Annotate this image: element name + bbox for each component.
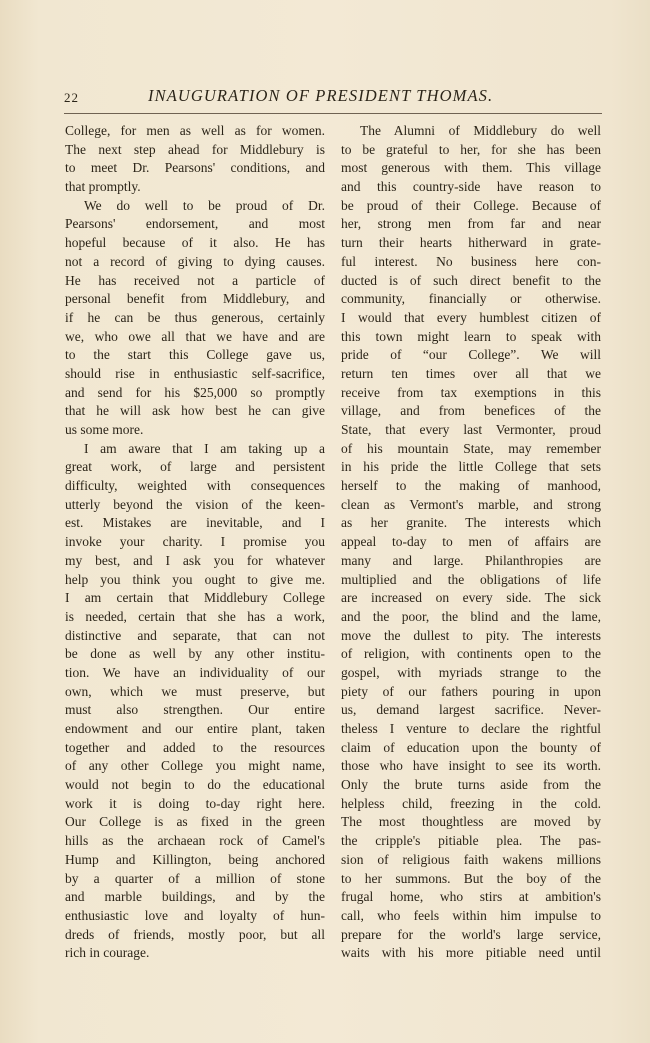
right-column-text-line: Only the brute turns aside from the (341, 777, 601, 793)
running-title: INAUGURATION OF PRESIDENT THOMAS. (148, 86, 494, 105)
left-column-text-line: help you think you ought to give me. (65, 571, 325, 587)
left-column-text-line: difficulty, weighted with consequences (65, 478, 325, 494)
left-column-text-line: I am certain that Middlebury College (65, 590, 325, 606)
left-column-text-line: I am aware that I am taking up a (84, 440, 325, 456)
right-column-text-line: multiplied and the obligations of life (341, 571, 601, 587)
left-column-text-line: endowment and our entire plant, taken (65, 721, 325, 736)
left-column-text-line: He has received not a particle of (65, 272, 325, 288)
left-column-text-line: my best, and I ask you for whatever (65, 552, 325, 568)
right-column-text-line: frugal home, who stirs at ambition's (341, 889, 601, 905)
right-column-text-line: of religion, with continents open to the (341, 646, 601, 662)
right-column-text-line: community, financially or otherwise. (341, 291, 601, 307)
right-column-text-line: appeal to-day to men of affairs are (341, 534, 601, 550)
left-column-text-line: distinctive and separate, that can not (65, 627, 325, 643)
right-column-text-line: receive from tax exemptions in this (341, 384, 601, 400)
right-column-text-line: most generous with them. This village (341, 160, 601, 176)
right-column-text-line: theless I venture to declare the rightful (341, 721, 601, 736)
left-column-text-line: work it is doing to-day right here. (65, 795, 325, 811)
right-column-text-line: The Alumni of Middlebury do well (360, 123, 601, 138)
left-text-column (65, 122, 325, 963)
right-column-text-line: to be grateful to her, for she has been (341, 141, 601, 157)
right-column-text-line: move the dullest to pity. The interests (341, 627, 601, 643)
right-column-text-line: herself to the making of manhood, (341, 478, 601, 494)
left-column-text-line: be done as well by any other institu- (65, 646, 325, 662)
left-column-text-line: own, which we must preserve, but (65, 683, 325, 699)
left-column-text-line: hills as the archaean rock of Camel's (65, 833, 325, 849)
right-column-text-line: of his mountain State, may remember (341, 440, 601, 456)
left-column-text-line: would not begin to do the educational (65, 777, 325, 793)
left-column-text-line: great work, of large and persistent (65, 459, 325, 475)
left-column-text-line: not a record of giving to dying causes. (65, 253, 325, 269)
right-column-text-line: sion of religious faith wakens millions (341, 851, 601, 867)
left-column-text-line: that he will ask how best he can give (65, 403, 325, 419)
right-column-text-line: many and large. Philanthropies are (341, 552, 601, 568)
left-column-text-line: us some more. (65, 422, 144, 437)
left-column-text-line: invoke your charity. I promise you (65, 534, 325, 550)
right-column-text-line: State, that every last Vermonter, proud (341, 422, 601, 437)
left-column-text-line: by a quarter of a million of stone (65, 870, 325, 886)
right-column-text-line: piety of our fathers pouring in upon (341, 683, 601, 699)
left-column-text-line: rich in courage. (65, 945, 150, 961)
left-column-text-line: and send for his $25,000 so promptly (65, 384, 325, 400)
left-column-text-line: is needed, certain that she has a work, (65, 608, 325, 624)
right-column-text-line: gospel, with myriads strange to the (341, 664, 601, 680)
right-column-text-line: call, who feels within him impulse to (341, 907, 601, 923)
left-column-text-line: utterly beyond the vision of the keen- (65, 496, 325, 512)
left-column-text-line: enthusiastic love and loyalty of hun- (65, 907, 325, 923)
left-column-text-line: hopeful because of it also. He has (65, 235, 325, 251)
left-column-text-line: We do well to be proud of Dr. (84, 197, 325, 213)
left-column-text-line: to meet Dr. Pearsons' conditions, and (65, 160, 325, 176)
right-column-text-line: the cripple's pitiable plea. The pas- (341, 833, 601, 849)
left-column-text-line: we, who owe all that we have and are (65, 328, 325, 344)
right-column-text-line: and the poor, the blind and the lame, (341, 608, 601, 624)
left-column-text-line: Our College is as fixed in the green (65, 814, 325, 830)
left-column-text-line: The next step ahead for Middlebury is (65, 141, 325, 157)
right-column-text-line: her, strong men from far and near (341, 216, 601, 232)
header-rule (64, 113, 602, 114)
right-column-text-line: helpless child, freezing in the cold. (341, 795, 601, 811)
left-column-text-line: dreds of friends, mostly poor, but all (65, 926, 325, 942)
right-column-text-line: to her summons. But the boy of the (341, 870, 601, 886)
left-column-text-line: College, for men as well as for women. (65, 123, 325, 138)
right-column-text-line: be proud of their College. Because of (341, 197, 601, 213)
right-column-text-line: waits with his more pitiable need until (341, 945, 601, 961)
left-column-text-line: should rise in enthusiastic self-sacrifice, (65, 365, 325, 381)
right-column-text-line: turn their hearts hitherward in grate- (341, 235, 601, 251)
left-column-text-line: Pearsons' endorsement, and most (65, 216, 325, 232)
running-header (64, 84, 602, 112)
left-column-text-line: personal benefit from Middlebury, and (65, 291, 325, 307)
right-column-text-line: village, and from benefices of the (341, 403, 601, 419)
right-column-text-line: pride of “our College”. We will (341, 347, 601, 363)
right-column-text-line: I would that every humblest citizen of (341, 309, 601, 325)
right-column-text-line: prepare for the world's large service, (341, 926, 601, 942)
left-column-text-line: together and added to the resources (65, 739, 325, 755)
right-column-text-line: this town might learn to speak with (341, 328, 601, 344)
right-text-column (341, 122, 601, 963)
left-column-text-line: est. Mistakes are inevitable, and I (65, 515, 325, 531)
left-column-text-line: and marble buildings, and by the (65, 889, 325, 905)
right-column-text-line: us, demand largest sacrifice. Never- (341, 702, 601, 718)
right-column-text-line: ducted is of such direct benefit to the (341, 272, 601, 288)
right-column-text-line: clean as Vermont's marble, and strong (341, 496, 601, 512)
page-number: 22 (64, 90, 79, 105)
right-column-text-line: and this country-side have reason to (341, 179, 601, 195)
left-column-text-line: tion. We have an individuality of our (65, 664, 325, 680)
right-column-text-line: are increased on every side. The sick (341, 590, 601, 606)
right-column-text-line: The most thoughtless are moved by (341, 814, 601, 830)
right-column-text-line: ful interest. No business here con- (341, 253, 601, 269)
left-column-text-line: of any other College you might name, (65, 758, 325, 774)
right-column-text-line: as her granite. The interests which (341, 515, 601, 531)
right-column-text-line: claim of education upon the bounty of (341, 739, 601, 755)
left-column-text-line: to the start this College gave us, (65, 347, 325, 363)
left-column-text-line: must also strengthen. Our entire (65, 702, 325, 718)
right-column-text-line: those who have insight to see its worth. (341, 758, 601, 774)
left-column-text-line: Hump and Killington, being anchored (65, 851, 325, 867)
right-column-text-line: return ten times over all that we (341, 365, 601, 381)
right-column-text-line: in his pride the little College that sets (341, 459, 601, 475)
left-column-text-line: if he can be thus generous, certainly (65, 309, 325, 325)
left-column-text-line: that promptly. (65, 179, 141, 195)
